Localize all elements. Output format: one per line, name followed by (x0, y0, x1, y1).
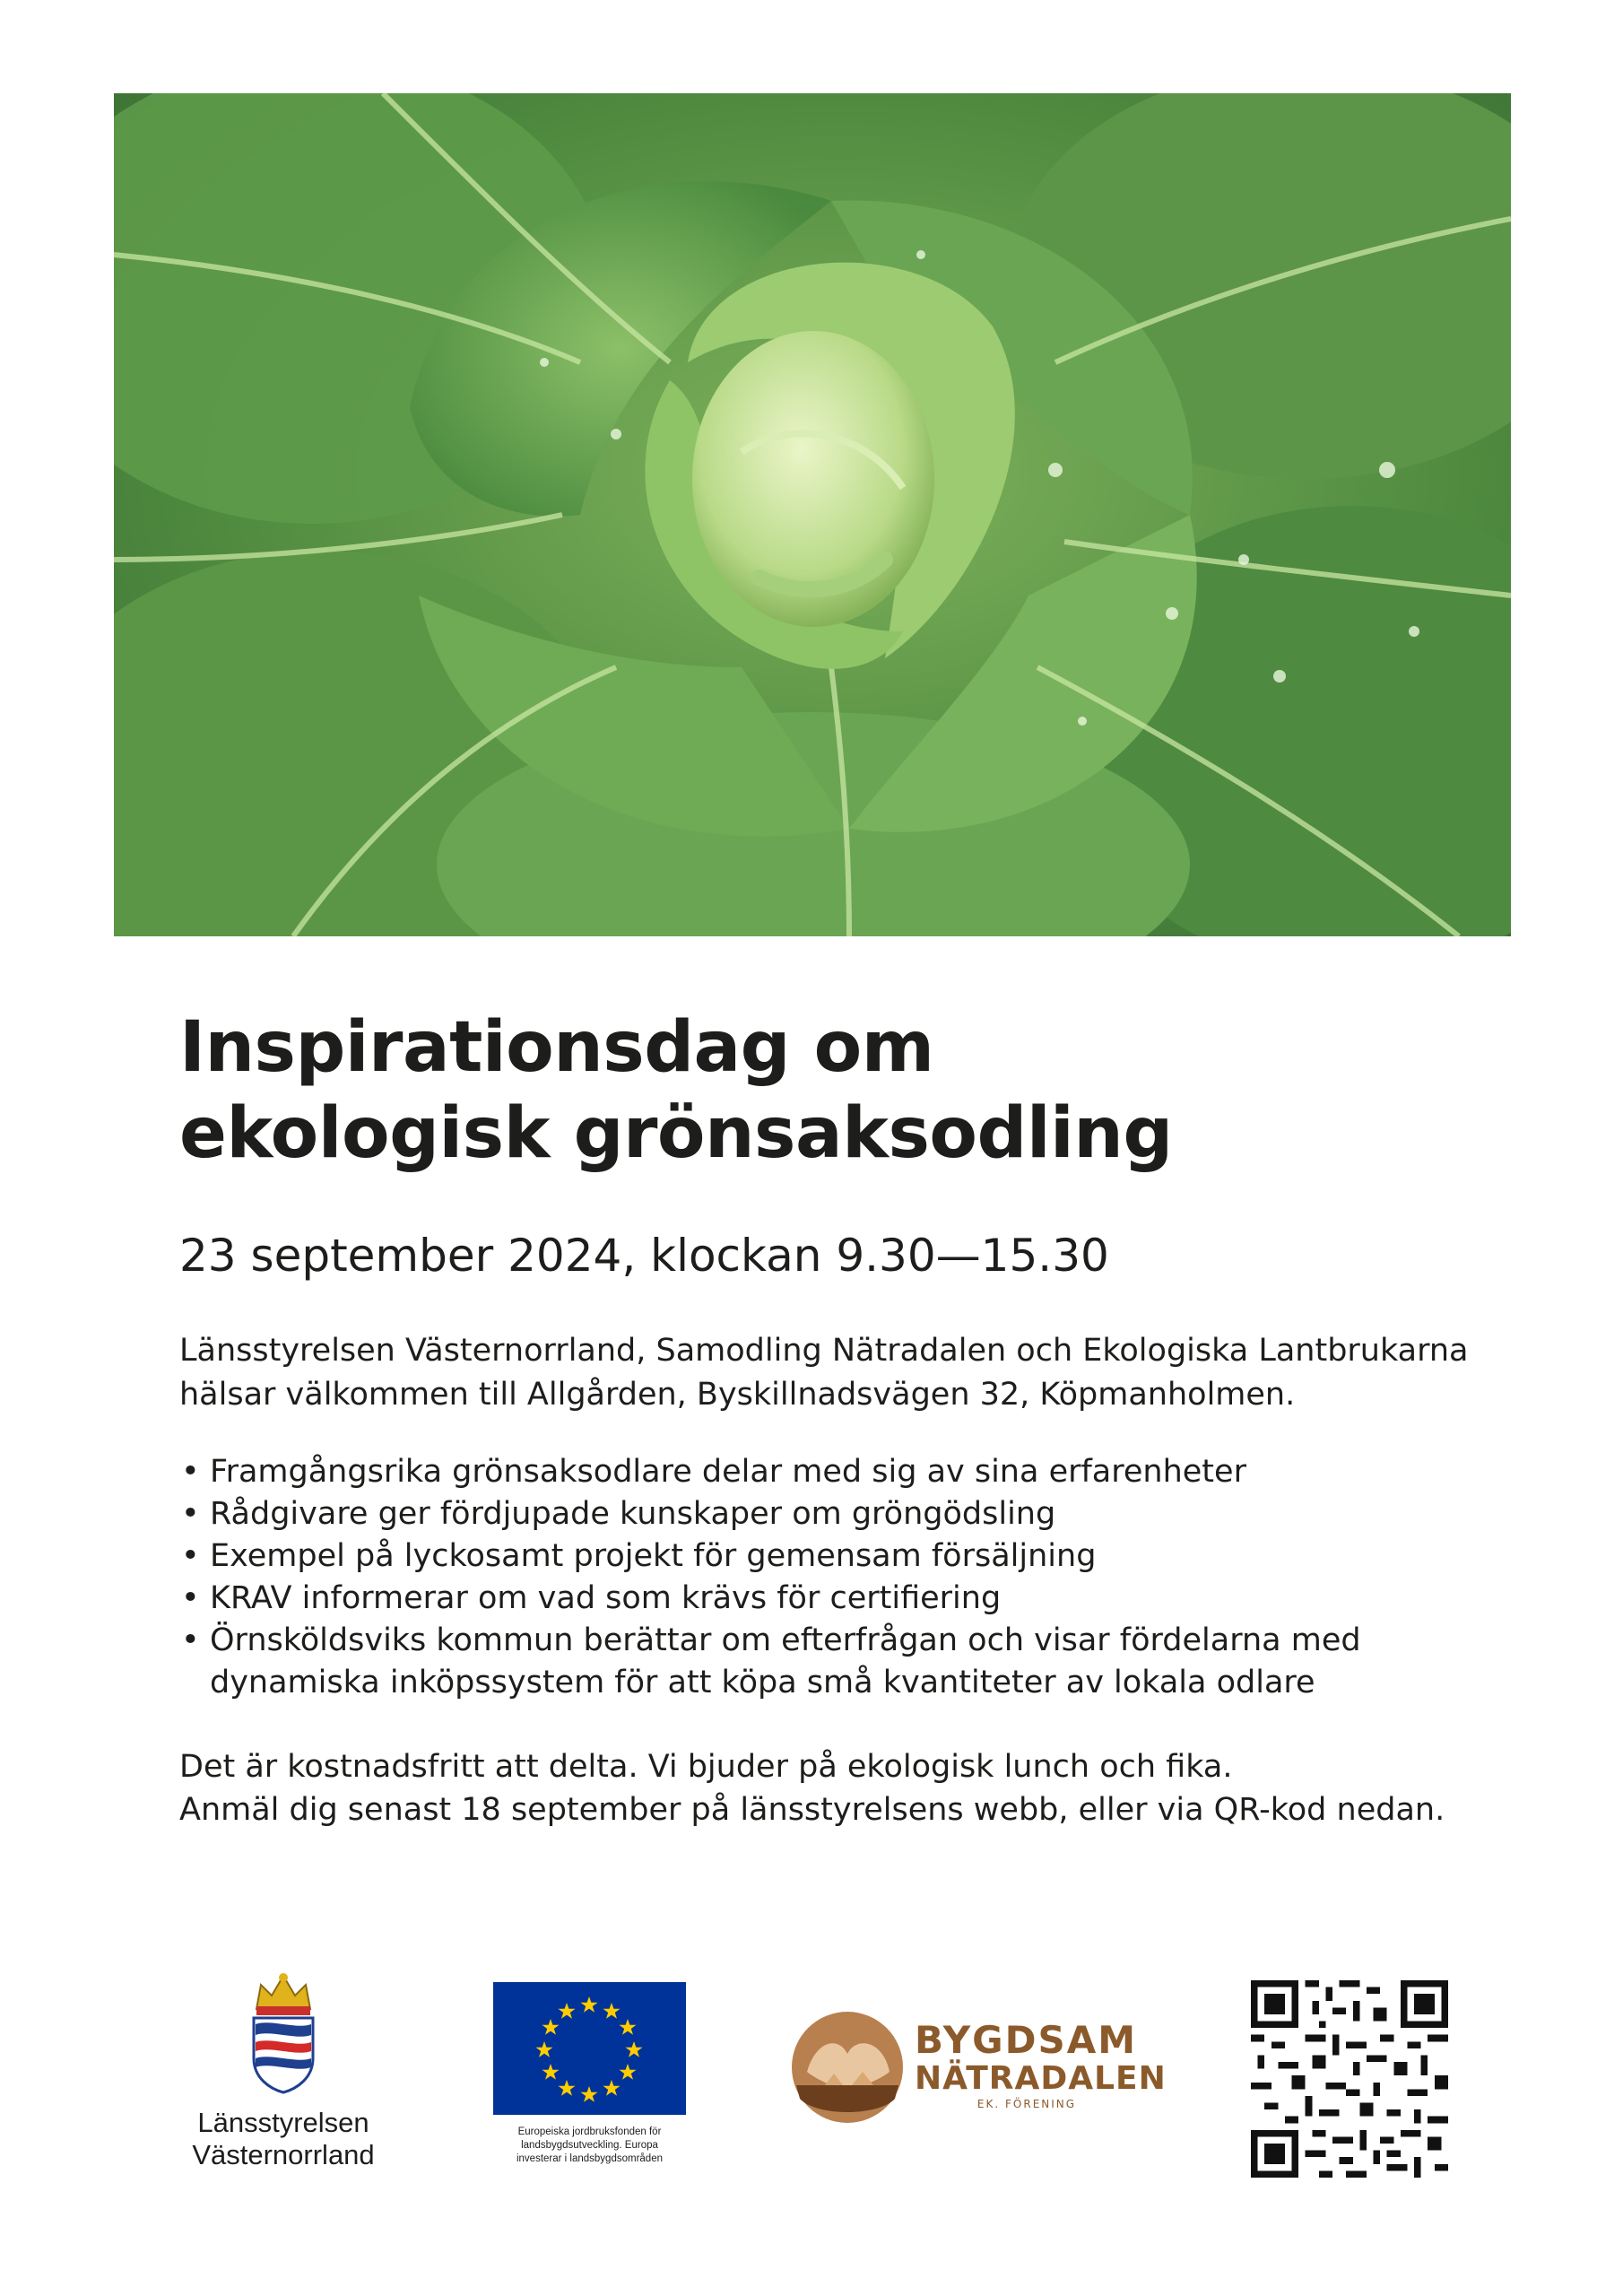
eu-caption-line-1: Europeiska jordbruksfonden för (517, 2126, 662, 2137)
bygdsam-text (915, 2020, 1167, 2111)
title-line-1: Inspirationsdag om (179, 1007, 934, 1088)
list-item: • Framgångsrika grönsaksodlare delar med sig av sina erfarenheter (179, 1451, 1480, 1493)
program-list (179, 1451, 1480, 1704)
intro-paragraph (179, 1329, 1480, 1417)
lansstyrelsen-line-2: Västernorrland (192, 2139, 375, 2170)
eu-caption-line-3: investerar i landsbygdsområden (516, 2153, 663, 2164)
title-line-2: ekologisk grönsaksodling (179, 1093, 1173, 1174)
bygdsam-logo (789, 2009, 1167, 2126)
eu-caption (493, 2126, 686, 2166)
event-date: 23 september 2024, klockan 9.30—15.30 (179, 1230, 1109, 1282)
outro-line-1: Det är kostnadsfritt att delta. Vi bjuder på ekologisk lunch och fika. (179, 1749, 1233, 1785)
qr-code[interactable] (1251, 1980, 1448, 2178)
page-title (179, 1004, 1480, 1177)
eu-fund-logo (493, 1982, 686, 2166)
lansstyrelsen-name (176, 2107, 391, 2171)
logo-row (0, 1955, 1623, 2188)
list-item: • KRAV informerar om vad som krävs för certifiering (179, 1578, 1480, 1620)
bygdsam-emblem-icon (789, 2009, 906, 2126)
intro-line-1: Länsstyrelsen Västernorrland, Samodling Nätradalen och Ekologiska Lantbrukarna (179, 1333, 1469, 1369)
outro-line-2: Anmäl dig senast 18 september på länsstyrelsens webb, eller via QR-kod nedan. (179, 1792, 1445, 1828)
list-item: • Rådgivare ger fördjupade kunskaper om gröngödsling (179, 1493, 1480, 1535)
coat-of-arms-icon (243, 1969, 324, 2094)
lansstyrelsen-logo (176, 1969, 391, 2171)
eu-caption-line-2: landsbygdsutveckling. Europa (521, 2140, 658, 2151)
list-item: • Örnsköldsviks kommun berättar om efterfrågan och visar fördelarna med dynamiska inköpssystem för att köpa små kvantiteter av lokala odlare (179, 1620, 1402, 1704)
hero-image (114, 93, 1511, 936)
lansstyrelsen-line-1: Länsstyrelsen (197, 2107, 369, 2138)
bygdsam-line-2: NÄTRADALEN (915, 2060, 1167, 2097)
eu-flag-icon (493, 1982, 686, 2115)
cabbage-illustration (114, 93, 1511, 936)
list-item: • Exempel på lyckosamt projekt för gemensam försäljning (179, 1535, 1480, 1578)
bygdsam-line-1: BYGDSAM (915, 2018, 1138, 2062)
bygdsam-line-3: EK. FÖRENING (976, 2098, 1077, 2110)
main-content (179, 1004, 1480, 1831)
registration-info (179, 1745, 1480, 1831)
intro-line-2: hälsar välkommen till Allgården, Byskillnadsvägen 32, Köpmanholmen. (179, 1377, 1296, 1413)
